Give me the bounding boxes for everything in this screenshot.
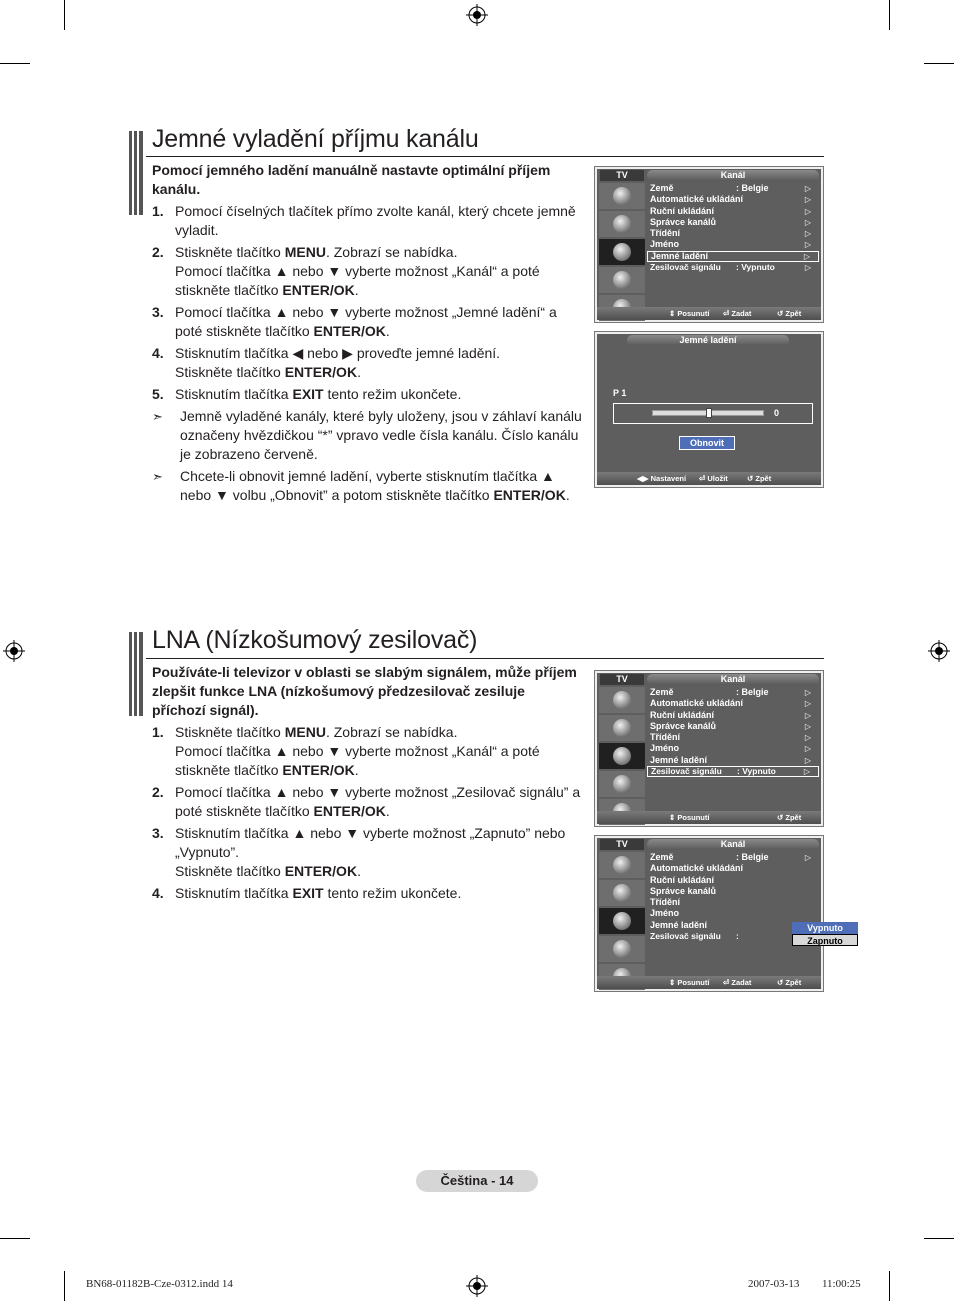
osd-tv-label: TV [600, 674, 644, 685]
osd-sidebar [599, 852, 645, 992]
osd-tab-title: Kanál [647, 674, 819, 685]
osd-menu-label: Automatické ukládání [650, 863, 744, 874]
osd-menu-item[interactable] [647, 251, 819, 262]
crop-mark [0, 63, 30, 64]
submenu-arrow-icon: ▷ [804, 744, 811, 754]
osd-menu-item[interactable] [647, 228, 819, 239]
submenu-arrow-icon: ▷ [804, 206, 811, 216]
crop-mark [64, 0, 65, 30]
osd-menu-item[interactable] [647, 687, 819, 698]
step-item [152, 723, 584, 780]
osd-footer-save: ⏎ Uložit [699, 474, 728, 483]
osd-menu-item[interactable] [647, 875, 819, 886]
step-item [152, 243, 584, 300]
crop-mark [64, 1271, 65, 1301]
date-slug: 2007-03-13 ￿￿ 11:00:25 [748, 1278, 861, 1290]
osd-menu-label: Třídění [650, 897, 681, 908]
submenu-arrow-icon: ▷ [804, 853, 811, 862]
lna-dropdown[interactable] [792, 922, 858, 946]
fine-tune-value: 0 [774, 408, 780, 418]
dropdown-option-on[interactable]: Zapnuto [792, 934, 858, 946]
step-number: 4. [152, 885, 164, 901]
osd-menu-item[interactable] [647, 721, 819, 732]
section1-steps [152, 202, 584, 508]
osd-footer-move: ⇕ Posunutí [669, 978, 710, 987]
osd-fine-tune [594, 331, 824, 488]
osd-footer-back: ↺ Zpět [777, 813, 802, 822]
registration-mark-icon [928, 640, 950, 662]
osd-footer [597, 307, 821, 320]
submenu-arrow-icon: ▷ [804, 217, 811, 227]
osd-channel-menu [594, 166, 824, 323]
crop-mark [924, 63, 954, 64]
step-item [152, 783, 584, 821]
page-number: Čeština - 14 [416, 1170, 538, 1192]
submenu-arrow-icon: ▷ [804, 240, 811, 250]
osd-menu-label: Třídění [650, 732, 681, 743]
osd-menu-item[interactable] [647, 852, 819, 863]
osd-menu-value: : Vypnuto [736, 262, 775, 273]
osd-menu-item[interactable] [647, 698, 819, 709]
osd-footer-back: ↺ Zpět [777, 309, 802, 318]
step-number: 2. [152, 244, 164, 260]
registration-mark-icon [466, 4, 488, 26]
step-number: 3. [152, 825, 164, 841]
section1-title: Jemné vyladění příjmu kanálu [152, 125, 479, 153]
submenu-arrow-icon: ▷ [803, 251, 810, 261]
section1-lead: Pomocí jemného ladění manuálně nastavte optimální příjem kanálu. [152, 162, 551, 197]
step-number: 3. [152, 304, 164, 320]
osd-menu-item[interactable] [647, 239, 819, 250]
fine-tune-slider[interactable] [652, 410, 764, 416]
osd-menu-item[interactable] [647, 886, 819, 897]
osd-tab-title: Kanál [647, 839, 819, 850]
osd-tv-label: TV [600, 839, 644, 850]
note-text: Jemně vyladěné kanály, které byly uloženy, jsou v záhlaví kanálu označeny hvězdičkou “*” vpravo vedle čísla kanálu. Číslo kanálu je zobrazeno červeně. [180, 408, 582, 462]
picture-icon [599, 687, 645, 713]
picture-icon [599, 183, 645, 209]
step-text: Stiskněte tlačítko MENU. Zobrazí se nabídka. Pomocí tlačítka ▲ nebo ▼ vyberte možnost „Kanál“ a poté stiskněte tlačítko ENTER/OK. [175, 244, 540, 298]
osd-menu-label: Ruční ukládání [650, 205, 715, 216]
submenu-arrow-icon: ▷ [804, 229, 811, 239]
submenu-arrow-icon: ▷ [804, 699, 811, 709]
step-item [152, 385, 584, 404]
osd-menu-label: Správce kanálů [650, 885, 717, 896]
osd-menu-label: Správce kanálů [650, 720, 717, 731]
submenu-arrow-icon: ▷ [804, 195, 811, 205]
step-text: Pomocí tlačítka ▲ nebo ▼ vyberte možnost „Jemné ladění“ a poté stiskněte tlačítko ENTER/OK. [175, 304, 557, 339]
channel-icon [599, 239, 645, 265]
submenu-arrow-icon: ▷ [803, 767, 810, 777]
osd-menu-label: Země [650, 687, 674, 697]
reset-button[interactable]: Obnovit [679, 436, 735, 450]
osd-footer-back: ↺ Zpět [747, 474, 772, 483]
osd-menu-label: Země [650, 852, 674, 862]
osd-sidebar [599, 687, 645, 827]
step-number: 2. [152, 784, 164, 800]
osd-menu-item[interactable] [647, 897, 819, 908]
note-item [152, 407, 584, 464]
osd-menu-label: Automatické ukládání [650, 698, 744, 709]
osd-footer [597, 976, 821, 989]
section1-rule [146, 156, 824, 157]
osd-menu-item[interactable] [647, 755, 819, 766]
osd-menu-label: Jméno [650, 743, 680, 754]
step-item [152, 303, 584, 341]
fine-tune-knob[interactable] [706, 408, 712, 418]
osd-footer-back: ↺ Zpět [777, 978, 802, 987]
osd-menu-item[interactable] [647, 194, 819, 205]
osd-menu-list [647, 687, 819, 777]
osd-menu-label: Jméno [650, 908, 680, 919]
step-number: 1. [152, 203, 164, 219]
registration-mark-icon [466, 1275, 488, 1297]
osd-menu-item[interactable] [647, 908, 819, 919]
step-text: Stiskněte tlačítko MENU. Zobrazí se nabídka. Pomocí tlačítka ▲ nebo ▼ vyberte možnost „Kanál“ a poté stiskněte tlačítko ENTER/OK. [175, 724, 540, 778]
osd-menu-value: : Belgie [736, 852, 769, 862]
osd-menu-item[interactable] [647, 766, 819, 777]
osd-menu-label: Ruční ukládání [650, 709, 715, 720]
osd-menu-label: Jemné ladění [650, 754, 708, 765]
submenu-arrow-icon: ▷ [804, 688, 811, 697]
osd-tab-title: Kanál [647, 170, 819, 181]
note-arrow-icon: ➣ [152, 469, 163, 484]
osd-footer-enter: ⏎ Zadat [723, 978, 752, 987]
step-text: Stisknutím tlačítka EXIT tento režim ukončete. [175, 386, 462, 402]
osd-menu-item[interactable] [647, 262, 819, 273]
step-text: Pomocí číselných tlačítek přímo zvolte kanál, který chcete jemně vyladit. [175, 203, 576, 238]
submenu-arrow-icon: ▷ [804, 184, 811, 193]
osd-menu-value: : Belgie [736, 687, 769, 697]
osd-menu-item[interactable] [647, 863, 819, 874]
step-item [152, 884, 584, 903]
osd-footer [597, 472, 821, 485]
crop-mark [924, 1238, 954, 1239]
osd-menu-item[interactable] [647, 710, 819, 721]
note-arrow-icon: ➣ [152, 409, 163, 424]
section-bar [129, 131, 143, 215]
osd-menu-label: Zesilovač signálu [650, 262, 721, 273]
osd-menu-label: Správce kanálů [650, 216, 717, 227]
channel-icon [599, 743, 645, 769]
section2-rule [146, 658, 824, 659]
submenu-arrow-icon: ▷ [804, 721, 811, 731]
step-number: 1. [152, 724, 164, 740]
osd-menu-item[interactable] [647, 206, 819, 217]
osd-sidebar [599, 183, 645, 323]
osd-tv-label: TV [600, 170, 644, 181]
osd-menu-label: Ruční ukládání [650, 874, 715, 885]
osd-footer [597, 811, 821, 824]
step-text: Stisknutím tlačítka ◀ nebo ▶ proveďte jemné ladění. Stiskněte tlačítko ENTER/OK. [175, 345, 501, 380]
setup-icon [599, 936, 645, 962]
osd-menu-label: Jemné ladění [651, 250, 709, 261]
section2-steps [152, 723, 584, 906]
step-number: 4. [152, 345, 164, 361]
osd-menu-value: : [736, 931, 739, 942]
note-item [152, 467, 584, 505]
osd-fine-title: Jemné ladění [627, 335, 789, 346]
osd-footer-move: ⇕ Posunutí [669, 309, 710, 318]
file-slug: BN68-01182B-Cze-0312.indd 14 [86, 1278, 233, 1290]
submenu-arrow-icon: ▷ [804, 710, 811, 720]
section-bar [129, 632, 143, 716]
osd-menu-item[interactable] [647, 217, 819, 228]
crop-mark [0, 1238, 30, 1239]
osd-menu-item[interactable] [647, 743, 819, 754]
osd-menu-value: : Vypnuto [737, 766, 776, 777]
step-text: Pomocí tlačítka ▲ nebo ▼ vyberte možnost „Zesilovač signálu” a poté stiskněte tlačítko ENTER/OK. [175, 784, 581, 819]
osd-fine-channel: P 1 [613, 388, 627, 398]
step-number: 5. [152, 386, 164, 402]
step-text: Stisknutím tlačítka EXIT tento režim ukončete. [175, 885, 462, 901]
crop-mark [889, 1271, 890, 1301]
osd-menu-label: Zesilovač signálu [651, 766, 722, 777]
submenu-arrow-icon: ▷ [804, 733, 811, 743]
sound-icon [599, 715, 645, 741]
osd-menu-label: Země [650, 183, 674, 193]
osd-fine-bar-frame [613, 403, 813, 424]
setup-icon [599, 267, 645, 293]
section2-lead: Používáte-li televizor v oblasti se slabým signálem, může příjem zlepšit funkce LNA (nízkošumový předzesilovač zesiluje příchozí signál). [152, 664, 577, 718]
section2-title: LNA (Nízkošumový zesilovač) [152, 626, 478, 654]
note-text: Chcete-li obnovit jemné ladění, vyberte stisknutím tlačítka ▲ nebo ▼ volbu „Obnovit” a potom stiskněte tlačítko ENTER/OK. [180, 468, 570, 503]
picture-icon [599, 852, 645, 878]
step-item [152, 344, 584, 382]
submenu-arrow-icon: ▷ [804, 263, 811, 273]
osd-channel-menu [594, 670, 824, 827]
osd-menu-item[interactable] [647, 732, 819, 743]
osd-menu-label: Automatické ukládání [650, 194, 744, 205]
step-text: Stisknutím tlačítka ▲ nebo ▼ vyberte možnost „Zapnuto” nebo „Vypnuto”. Stiskněte tlačítko ENTER/OK. [175, 825, 566, 879]
submenu-arrow-icon: ▷ [804, 755, 811, 765]
osd-footer-adjust: ◀▶ Nastavení [637, 474, 687, 483]
sound-icon [599, 211, 645, 237]
osd-menu-label: Zesilovač signálu [650, 931, 721, 942]
osd-footer-enter: ⏎ Zadat [723, 309, 752, 318]
osd-menu-label: Třídění [650, 228, 681, 239]
sound-icon [599, 880, 645, 906]
dropdown-option-off[interactable]: Vypnuto [792, 922, 858, 934]
osd-menu-label: Jemné ladění [650, 919, 708, 930]
crop-mark [889, 0, 890, 30]
osd-menu-item[interactable] [647, 183, 819, 194]
osd-menu-label: Jméno [650, 239, 680, 250]
channel-icon [599, 908, 645, 934]
step-item [152, 202, 584, 240]
osd-footer-move: ⇕ Posunutí [669, 813, 710, 822]
osd-channel-menu-dropdown [594, 835, 843, 992]
registration-mark-icon [3, 640, 25, 662]
osd-menu-list [647, 183, 819, 273]
setup-icon [599, 771, 645, 797]
step-item [152, 824, 584, 881]
osd-menu-value: : Belgie [736, 183, 769, 193]
